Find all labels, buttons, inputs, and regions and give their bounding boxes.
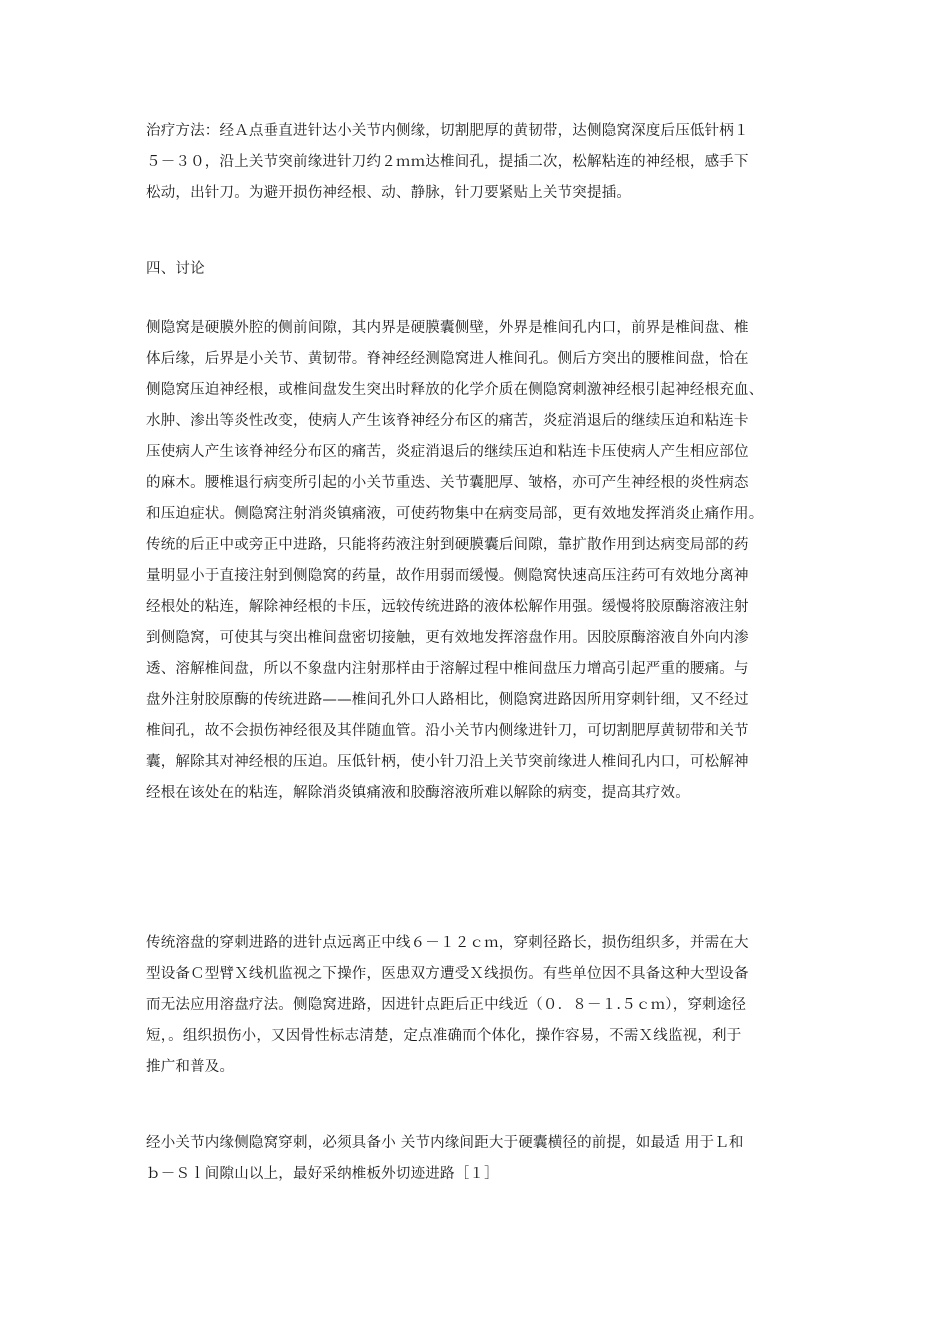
text-line: 经根在该处在的粘连，解除消炎镇痛液和胶酶溶液所难以解除的病变，提高其疗效。 [146, 785, 690, 801]
paragraph-treatment-method [146, 116, 814, 209]
text-line: 型设备Ｃ型臂Ｘ线机监视之下操作，医患双方遭受Ｘ线损伤。有些单位因不具备这种大型设备 [146, 966, 749, 982]
text-line: 推广和普及。 [146, 1059, 235, 1075]
text-line: 到侧隐窝，可使其与突出椎间盘密切接触，更有效地发挥溶盘作用。因胶原酶溶液自外向内渗 [146, 630, 749, 646]
text-line: 传统溶盘的穿刺进路的进针点远离正中线６－１２ｃｍ，穿刺径路长，损伤组织多，并需在大 [146, 935, 749, 951]
text-line: 经小关节内缘侧隐窝穿刺，必须具备小 关节内缘间距大于硬囊横径的前提，如最适 用于Ｌ和 [146, 1135, 744, 1151]
text-line: 的麻木。腰椎退行病变所引起的小关节重迭、关节囊肥厚、皱格，亦可产生神经根的炎性病态 [146, 475, 749, 491]
text-line: 治疗方法：经Ａ点垂直进针达小关节内侧缘，切割肥厚的黄韧带，达侧隐窝深度后压低针柄１ [146, 123, 749, 139]
text-line: 量明显小于直接注射到侧隐窝的药量，故作用弱而缓慢。侧隐窝快速高压注药可有效地分离神 [146, 568, 749, 584]
text-line: 和压迫症状。侧隐窝注射消炎镇痛液，可使药物集中在病变局部，更有效地发挥消炎止痛作用。 [146, 506, 764, 522]
text-line: 椎间孔，故不会损伤神经很及其伴随血管。沿小关节内侧缘进针刀，可切割肥厚黄韧带和关节 [146, 723, 749, 739]
text-line: 短，。组织损伤小，又因骨性标志清楚，定点准确而个体化，操作容易，不需Ｘ线监视，利于 [146, 1028, 742, 1044]
text-line: ｂ－Ｓｌ间隙山以上，最好采纳椎板外切迹进路［１］ [146, 1166, 499, 1182]
heading-text: 四、讨论 [146, 261, 205, 277]
paragraph-puncture-requirement [146, 1128, 814, 1190]
text-line: 压使病人产生该脊神经分布区的痛苦，炎症消退后的继续压迫和粘连卡压使病人产生相应部位 [146, 444, 749, 460]
text-line: ５－３０，沿上关节突前缘进针刀约２ｍｍ达椎间孔，提插二次，松解粘连的神经根，感手下 [146, 154, 749, 170]
paragraph-traditional-approach [146, 928, 814, 1083]
section-heading-discussion [146, 254, 814, 285]
text-line: 而无法应用溶盘疗法。侧隐窝进路，因进针点距后正中线近（０．８－１.５ｃｍ），穿刺途径 [146, 997, 747, 1013]
text-line: 体后缘，后界是小关节、黄韧带。脊神经经测隐窝进人椎间孔。侧后方突出的腰椎间盘，恰在 [146, 351, 749, 367]
text-line: 侧隐窝是硬膜外腔的侧前间隙，其内界是硬膜囊侧壁，外界是椎间孔内口，前界是椎间盘、椎 [146, 320, 749, 336]
text-line: 侧隐窝压迫神经根，或椎间盘发生突出时释放的化学介质在侧隐窝刺激神经根引起神经根充血、 [146, 382, 764, 398]
text-line: 透、溶解椎间盘，所以不象盘内注射那样由于溶解过程中椎间盘压力增高引起严重的腰痛。与 [146, 661, 749, 677]
paragraph-lateral-recess [146, 313, 814, 809]
text-line: 盘外注射胶原酶的传统进路——椎间孔外口人路相比，侧隐窝进路因所用穿刺针细，又不经过 [146, 692, 749, 708]
text-line: 传统的后正中或旁正中进路，只能将药液注射到硬膜囊后间隙，靠扩散作用到达病变局部的药 [146, 537, 749, 553]
text-line: 松动，出针刀。为避开损伤神经根、动、静脉，针刀要紧贴上关节突提插。 [146, 185, 632, 201]
text-line: 囊，解除其对神经根的压迫。压低针柄，使小针刀沿上关节突前缘进人椎间孔内口，可松解神 [146, 754, 749, 770]
text-line: 经根处的粘连，解除神经根的卡压，远较传统进路的液体松解作用强。缓慢将胶原酶溶液注射 [146, 599, 749, 615]
text-line: 水肿、渗出等炎性改变，使病人产生该脊神经分布区的痛苦，炎症消退后的继续压迫和粘连卡 [146, 413, 749, 429]
